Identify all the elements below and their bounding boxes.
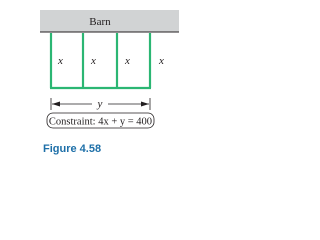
constraint-text: Constraint: 4x + y = 400 <box>48 116 153 128</box>
dimension-arrow-right <box>141 102 149 107</box>
fence <box>50 33 151 88</box>
fence-label-x-3: x <box>125 55 130 67</box>
figure-caption: Figure 4.58 <box>43 143 102 155</box>
dimension-arrow-left <box>52 102 60 107</box>
barn-label: Barn <box>89 16 111 28</box>
dimension-label-y: y <box>97 98 103 110</box>
fence-label-x-1: x <box>58 55 63 67</box>
fence-label-x-4: x <box>159 55 164 67</box>
fence-label-x-2: x <box>91 55 96 67</box>
